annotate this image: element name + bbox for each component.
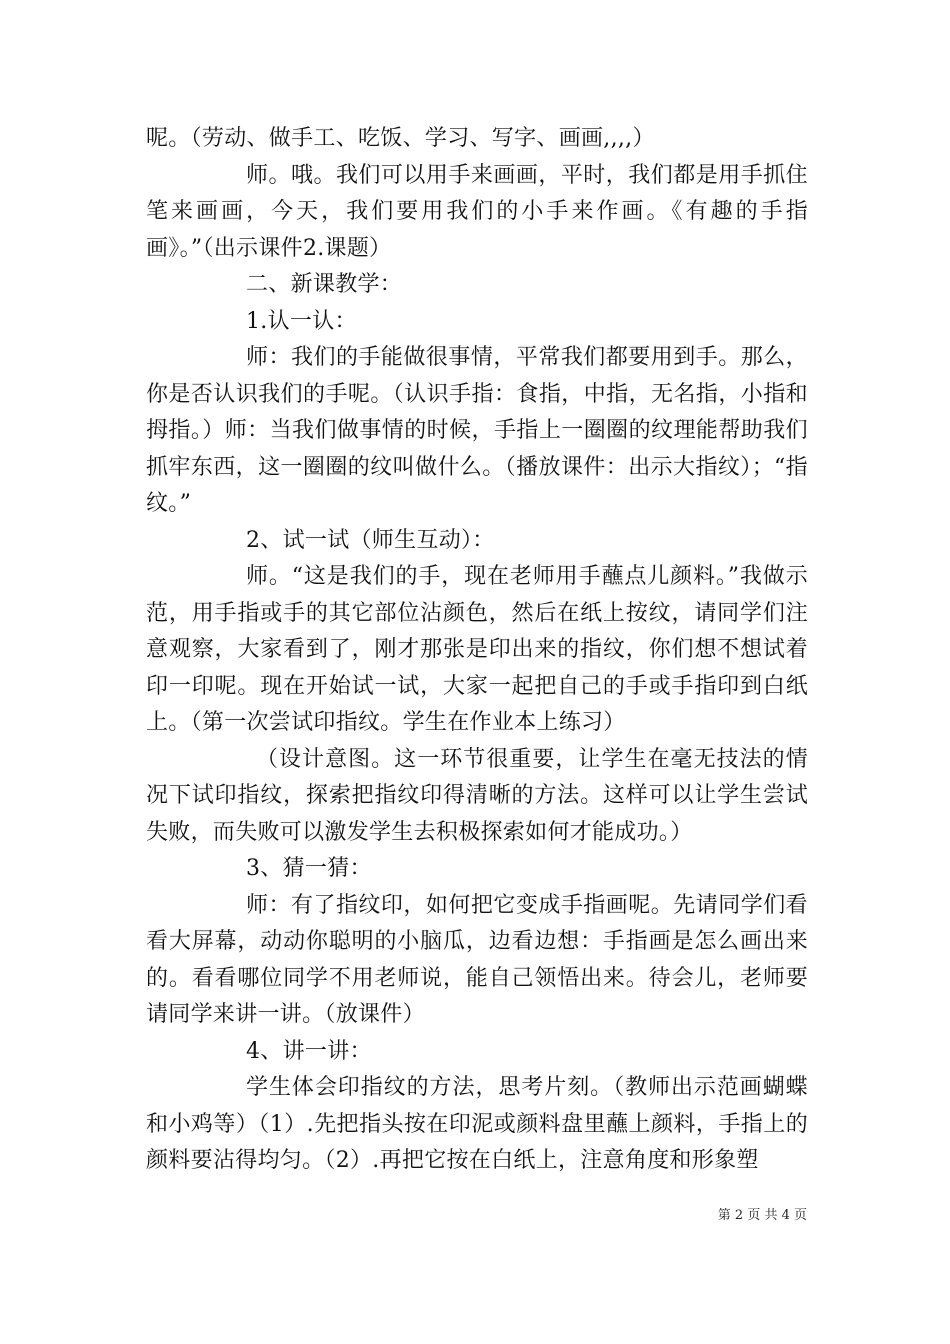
subsection-heading: 1.认一认： xyxy=(246,308,357,334)
paragraph: 师：有了指纹印，如何把它变成手指画呢。先请同学们看看大屏幕，动动你聪明的小脑瓜，边看边想：手指画是怎么画出来的。看看哪位同学不用老师说，能自己领悟出来。待会儿，老师要请同学来讲一讲。（放课件） xyxy=(146,892,808,1027)
subsection-heading: 4、讲一讲： xyxy=(246,1038,372,1064)
design-note-paragraph: （设计意图。这一环节很重要，让学生在毫无技法的情况下试印指纹，探索把指纹印得清晰的方法。这样可以让学生尝试失败，而失败可以激发学生去积极探索如何才能成功。） xyxy=(146,746,808,845)
paragraph: 师。“这是我们的手，现在老师用手蘸点儿颜料。”我做示范，用手指或手的其它部位沾颜色，然后在纸上按纹，请同学们注意观察，大家看到了，刚才那张是印出来的指纹，你们想不想试着印一印呢。现在开始试一试，大家一起把自己的手或手指印到白纸上。（第一次尝试印指纹。学生在作业本上练习） xyxy=(146,564,808,735)
document-body xyxy=(146,121,808,1180)
subsection-heading: 3、猜一猜： xyxy=(246,856,372,881)
paragraph: 呢。（劳动、做手工、吃饭、学习、写字、画画,,,,） xyxy=(146,126,655,151)
page-number-footer: 第 2 页 共 4 页 xyxy=(717,1208,807,1223)
paragraph: 师：我们的手能做很事情，平常我们都要用到手。那么，你是否认识我们的手呢。（认识手指：食指，中指，无名指，小指和拇指。）师：当我们做事情的时候，手指上一圈圈的纹理能帮助我们抓牢东西，这一圈圈的纹叫做什么。（播放课件：出示大指纹）；“指纹。” xyxy=(146,345,808,516)
section-heading: 二、新课教学： xyxy=(246,272,403,297)
subsection-heading: 2、试一试（师生互动）： xyxy=(246,527,495,553)
paragraph: 学生体会印指纹的方法，思考片刻。（教师出示范画蝴蝶和小鸡等）（1）.先把指头按在印泥或颜料盘里蘸上颜料，手指上的颜料要沾得均匀。（2）.再把它按在白纸上，注意角度和形象塑 xyxy=(146,1075,808,1173)
paragraph: 师。哦。我们可以用手来画画，平时，我们都是用手抓住笔来画画，今天，我们要用我们的小手来作画。《有趣的手指画》。”（出示课件2.课题） xyxy=(146,162,808,261)
